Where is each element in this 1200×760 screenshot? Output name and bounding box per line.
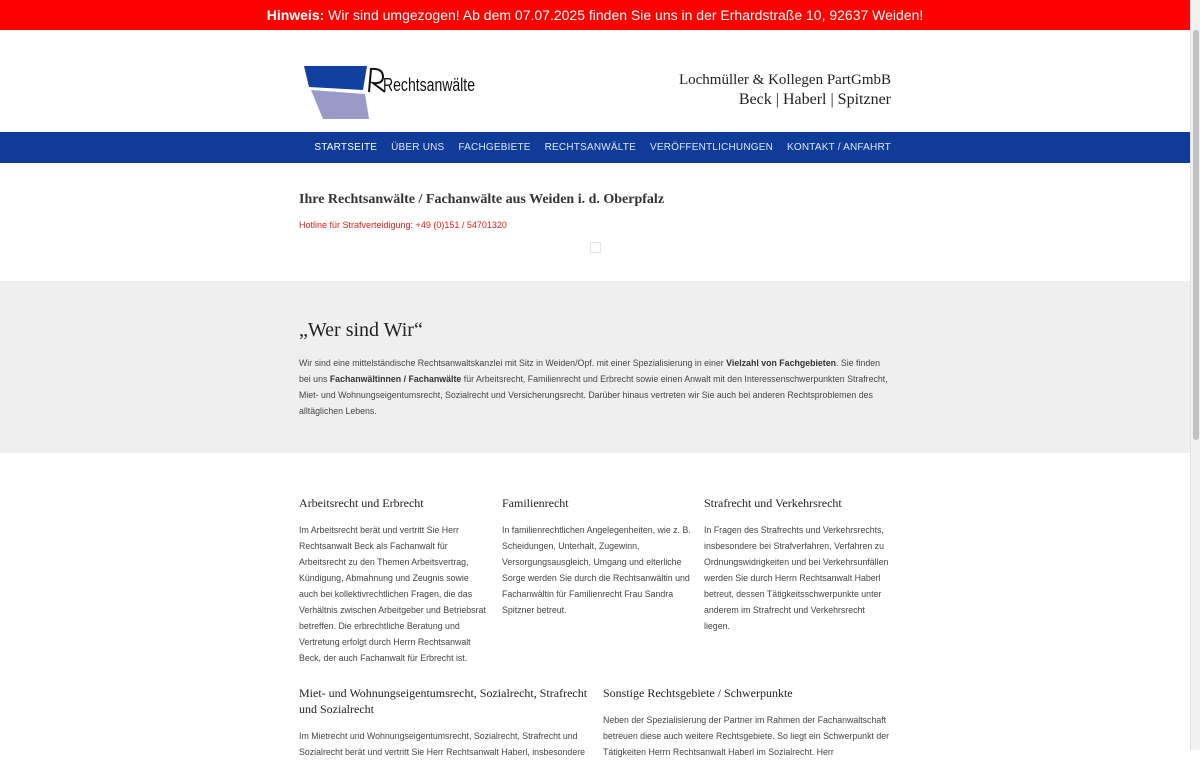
intro-heading: Ihre Rechtsanwälte / Fachanwälte aus Weiden i. d. Oberpfalz [299, 192, 665, 207]
area-text: Im Mietrecht und Wohnungseigentumsrecht, Sozialrecht, Strafrecht und Sozialrecht berät und vertritt Sie Herr Rechtsanwalt Haberl, insbesondere [299, 731, 586, 757]
main-navigation [0, 132, 1190, 163]
area-column-familienrecht [502, 495, 692, 618]
practice-areas [0, 453, 1190, 757]
logo-wordmark: Rechtsanwälte [383, 75, 475, 95]
image-placeholder [590, 242, 601, 253]
area-text: In Fragen des Strafrechts und Verkehrsrechts, insbesondere bei Strafverfahren, Verfahren zu Ordnungswidrigkeiten und bei Verkehrsunfällen werden Sie durch Herrn Rechtsanwalt Haberl betreut, dessen Tätigkeitsschwerpunkte unter anderem im Strafrecht und Verkehrsrecht liegen. [704, 525, 889, 631]
notice-text: Wir sind umgezogen! Ab dem 07.07.2025 finden Sie uns in der Erhardstraße 10, 92637 Weiden! [328, 7, 924, 23]
notice-label: Hinweis: [266, 7, 325, 23]
firm-name-line1: Lochmüller & Kollegen PartGmbB [678, 72, 891, 88]
intro-section [0, 163, 1190, 281]
vertical-scrollbar[interactable] [1190, 0, 1200, 750]
area-column-arbeitsrecht [299, 495, 489, 666]
nav-item-startseite[interactable]: STARTSEITE [314, 142, 378, 153]
nav-item-fachgebiete[interactable]: FACHGEBIETE [458, 142, 531, 153]
about-heading: „Wer sind Wir“ [299, 319, 423, 341]
logo[interactable] [303, 64, 478, 120]
area-column-sonstige [603, 685, 893, 760]
area-title: Miet- und Wohnungseigentumsrecht, Sozialrecht, Strafrecht und Sozialrecht [299, 686, 588, 716]
area-column-mietrecht [299, 685, 589, 760]
site-header [0, 30, 1190, 132]
logo-blue-shape [304, 66, 367, 90]
area-text: Im Arbeitsrecht berät und vertritt Sie Herr Rechtsanwalt Beck als Fachanwalt für Arbeitsrecht zu den Themen Arbeitsvertrag, Kündigung, Abmahnung und Zeugnis sowie auch bei kollektivrechtlichen Fragen, die das Verhältnis zwischen Arbeitgeber und Betriebsrat betreffen. Die erbrechtliche Beratung und Vertretung erfolgt durch Herrn Rechtsanwalt Beck, der auch Fachanwalt für Erbrecht ist. [299, 525, 486, 663]
area-text: Neben der Spezialisierung der Partner im Rahmen der Fachanwaltschaft betreuen diese auch weitere Rechtsgebiete. So liegt ein Schwerpunkt der Tätigkeiten Herrn Rechtsanwalt Haberl im Sozialrecht. Herr [603, 715, 890, 757]
area-title: Sonstige Rechtsgebiete / Schwerpunkte [603, 686, 793, 700]
hotline-text: Hotline für Strafverteidigung: +49 (0)151 / 54701320 [299, 220, 507, 230]
firm-name [679, 71, 891, 110]
nav-item-kontakt-anfahrt[interactable]: KONTAKT / ANFAHRT [787, 142, 891, 153]
area-title: Arbeitsrecht und Erbrecht [299, 496, 424, 510]
scrollbar-thumb[interactable] [1193, 30, 1199, 440]
relocation-notice-banner [0, 0, 1190, 30]
area-column-strafrecht [704, 495, 893, 634]
nav-item-rechtsanwaelte[interactable]: RECHTSANWÄLTE [544, 142, 636, 153]
area-title: Familienrecht [502, 496, 569, 510]
about-text: Wir sind eine mittelständische Rechtsanwaltskanzlei mit Sitz in Weiden/Opf. mit einer Spezialisierung in einer Vielzahl von Fachgebieten. Sie finden bei uns Fachanwältinnen / Fachanwälte für Arbeitsrecht, Familienrecht und Erbrecht sowie einen Anwalt mit den Interessenschwerpunkten Strafrecht, Miet- und Wohnungseigentumsrecht, Sozialrecht und Versicherungsrecht. Darüber hinaus vertreten wir Sie auch bei anderen Rechtsproblemen des alltäglichen Lebens. [299, 358, 888, 416]
about-section [0, 281, 1190, 453]
nav-item-ueber-uns[interactable]: ÜBER UNS [391, 142, 445, 153]
area-text: In familienrechtlichen Angelegenheiten, wie z. B. Scheidungen, Unterhalt, Zugewinn, Versorgungsausgleich, Umgang und elterliche Sorge werden Sie durch die Rechtsanwältin und Fachanwältin für Familienrecht Frau Sandra Spitzner betreut. [502, 525, 691, 615]
area-title: Strafrecht und Verkehrsrecht [704, 496, 842, 510]
firm-partners: Beck | Haberl | Spitzner [738, 91, 891, 108]
nav-item-veroeffentlichungen[interactable]: VERÖFFENTLICHUNGEN [649, 142, 774, 153]
logo-lavender-shape [311, 90, 369, 119]
